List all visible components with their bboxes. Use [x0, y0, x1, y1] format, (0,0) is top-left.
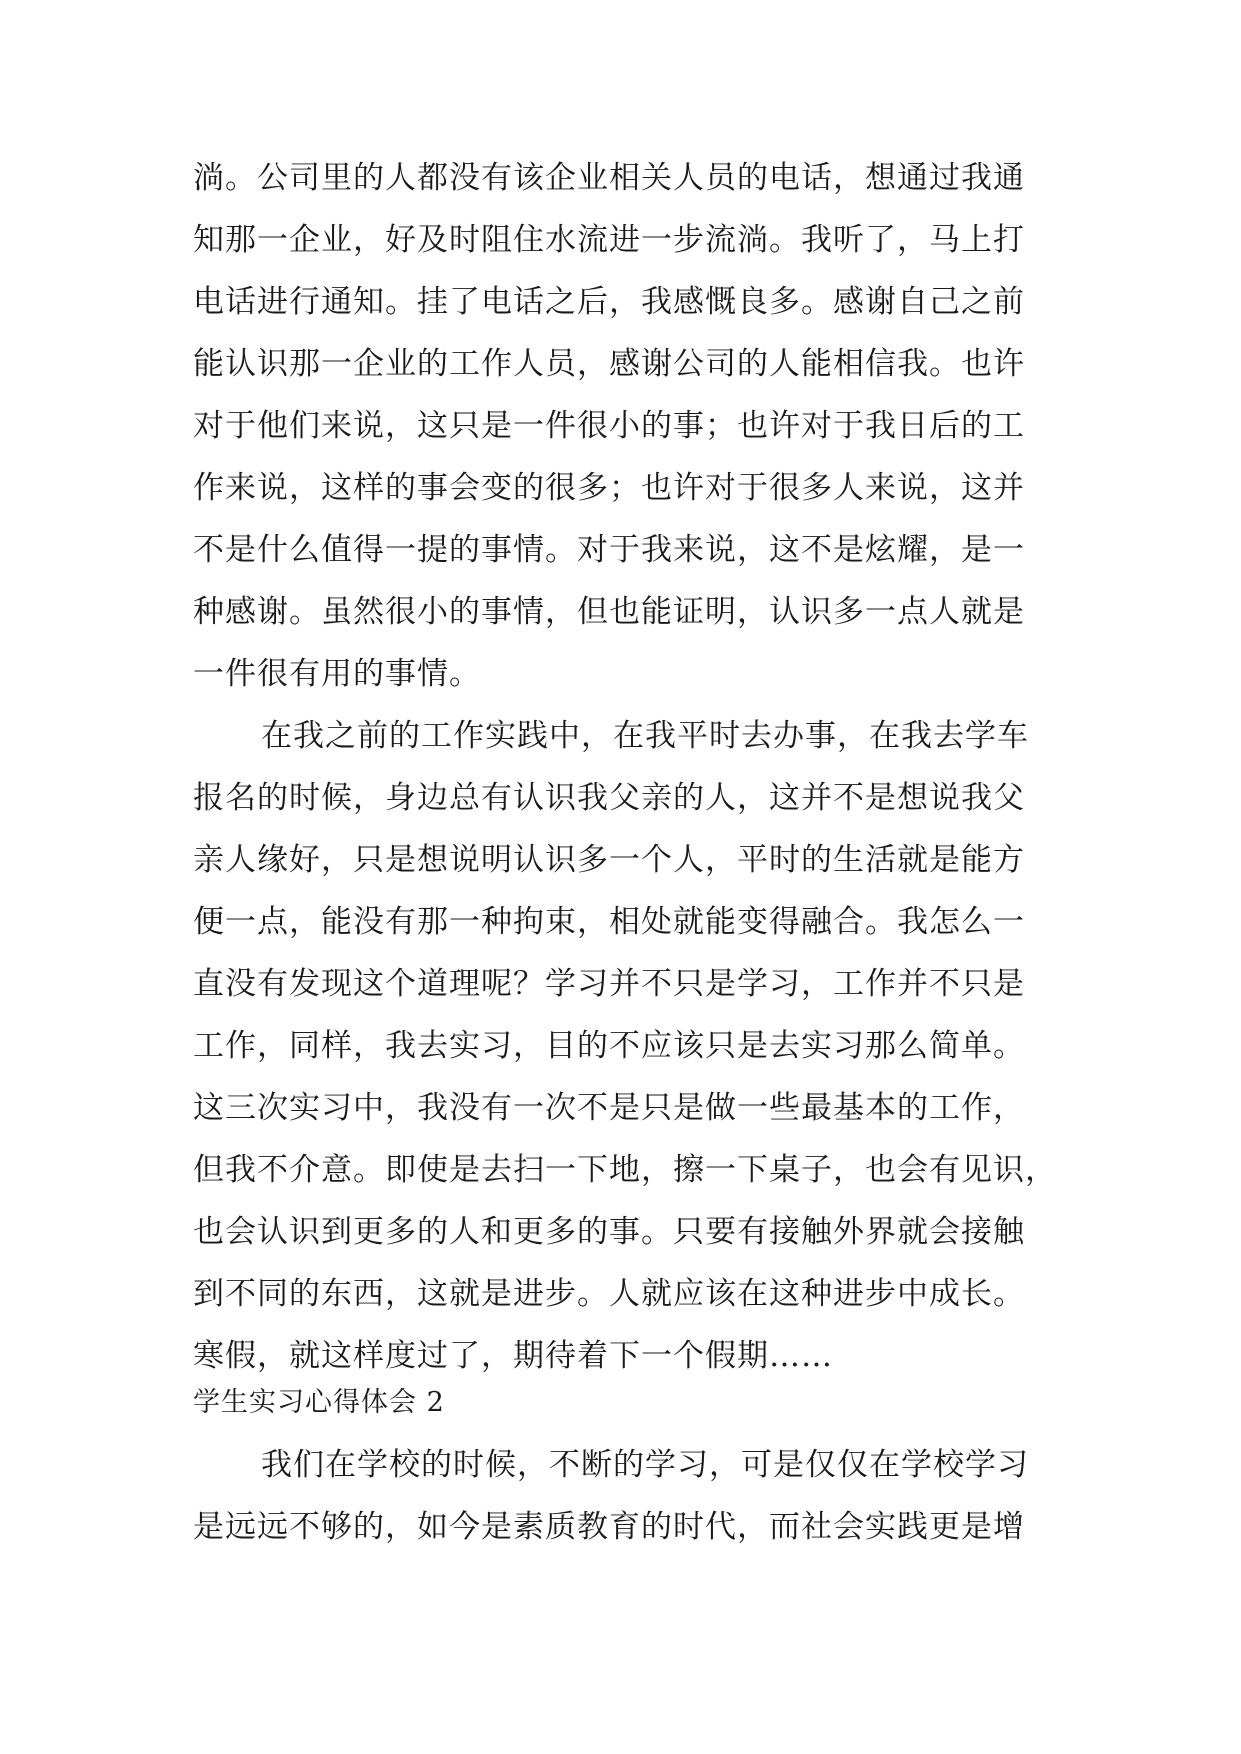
text-line: 一件很有用的事情。: [193, 656, 481, 692]
text-line: 不是什么值得一提的事情。对于我来说，这不是炫耀，是一: [193, 532, 1025, 568]
paragraph-1: [193, 147, 1063, 705]
text-line: 能认识那一企业的工作人员，感谢公司的人能相信我。也许: [193, 346, 1025, 382]
text-line: 报名的时候，身边总有认识我父亲的人，这并不是想说我父: [193, 780, 1025, 816]
text-line: 知那一企业，好及时阻住水流进一步流淌。我听了，马上打: [193, 222, 1025, 258]
text-line: 也会认识到更多的人和更多的事。只要有接触外界就会接触: [193, 1214, 1025, 1250]
text-line: 工作，同样，我去实习，目的不应该只是去实习那么简单。: [193, 1028, 1025, 1064]
text-line: 我们在学校的时候，不断的学习，可是仅仅在学校学习: [261, 1447, 1029, 1483]
text-line: 便一点，能没有那一种拘束，相处就能变得融合。我怎么一: [193, 904, 1025, 940]
section-heading: 学生实习心得体会 2: [193, 1387, 445, 1418]
text-line: 但我不介意。即使是去扫一下地，擦一下桌子，也会有见识，: [193, 1152, 1057, 1188]
text-line: 是远远不够的，如今是素质教育的时代，而社会实践更是增: [193, 1509, 1025, 1545]
text-line: 淌。公司里的人都没有该企业相关人员的电话，想通过我通: [193, 160, 1025, 196]
paragraph-2: [193, 705, 1063, 1387]
text-line: 寒假，就这样度过了，期待着下一个假期……: [193, 1338, 833, 1374]
text-line: 到不同的东西，这就是进步。人就应该在这种进步中成长。: [193, 1276, 1025, 1312]
text-line: 在我之前的工作实践中，在我平时去办事，在我去学车: [261, 718, 1029, 754]
paragraph-3: [193, 1434, 1063, 1558]
text-line: 亲人缘好，只是想说明认识多一个人，平时的生活就是能方: [193, 842, 1025, 878]
text-line: 电话进行通知。挂了电话之后，我感慨良多。感谢自己之前: [193, 284, 1025, 320]
section-2: [193, 1372, 1063, 1558]
text-line: 作来说，这样的事会变的很多；也许对于很多人来说，这并: [193, 470, 1025, 506]
text-line: 种感谢。虽然很小的事情，但也能证明，认识多一点人就是: [193, 594, 1025, 630]
section-1-body: [193, 147, 1063, 1387]
text-line: 直没有发现这个道理呢？学习并不只是学习，工作并不只是: [193, 966, 1025, 1002]
text-line: 对于他们来说，这只是一件很小的事；也许对于我日后的工: [193, 408, 1025, 444]
text-line: 这三次实习中，我没有一次不是只是做一些最基本的工作，: [193, 1090, 1025, 1126]
